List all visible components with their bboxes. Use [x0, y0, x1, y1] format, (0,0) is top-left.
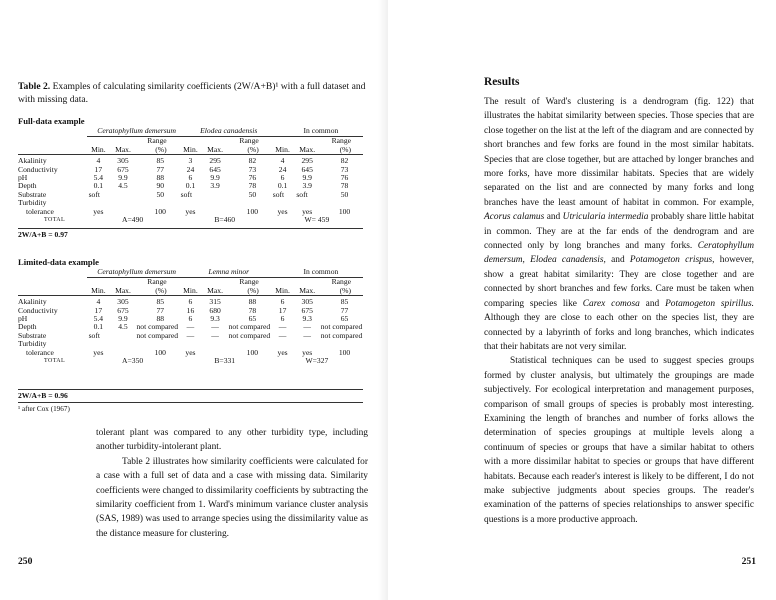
table-cell: 77 — [340, 305, 349, 315]
table-cell: 6 — [188, 297, 193, 307]
table-cell: 6 — [280, 297, 285, 307]
full-data-table — [18, 127, 363, 224]
table-cell: 0.1 — [93, 181, 104, 191]
table-cell: 50 — [340, 189, 349, 199]
column-header: Range (%) — [136, 278, 179, 296]
table-cell — [18, 137, 87, 155]
table-cell: 77 — [156, 305, 165, 315]
column-header: Min. — [87, 137, 111, 155]
table-cell: 645 — [209, 164, 221, 174]
full-data-result: 2W/A+B = 0.97 — [18, 230, 68, 239]
row-label: Substrate — [18, 330, 47, 340]
table-cell: 100 — [338, 206, 351, 216]
group-header: In common — [271, 268, 363, 278]
table-cell: — — [186, 322, 195, 332]
table-cell: not compared — [136, 322, 179, 332]
table-cell: 4 — [96, 297, 101, 307]
table-cell: 90 — [156, 181, 165, 191]
table-cell: 73 — [340, 164, 349, 174]
table-cell: 88 — [248, 297, 257, 307]
table-cell — [18, 278, 87, 296]
table-cell: 675 — [117, 164, 129, 174]
column-header: Range (%) — [228, 137, 271, 155]
table-cell: soft — [296, 189, 308, 199]
paragraph: Statistical techniques can be used to suggest species groups formed by cluster analysis, but ultimately the groupings are made subjectively. For ecological interpretation and management purposes, comparison of small groups of species is probably most interesting. Examining the length of branches and number of forks allows the determination of species groupings at multiple levels along a continuum of species or groups that have a similar habitat to others with a more dissimilar habitat to species or groups that have different habitats. Because each reader's interest is likely to be different, I do not make subjective judgments about species groups. The reader's examination of the patterns of species relationships to answer specific questions is a more productive approach. — [484, 356, 754, 525]
table-cell: 305 — [301, 297, 313, 307]
table-row — [18, 191, 363, 199]
table-cell: 16 — [186, 305, 195, 315]
table-cell — [110, 332, 136, 340]
total-value: A=490 — [122, 215, 144, 225]
table-cell: 6 — [280, 173, 285, 183]
row-label: Conductivity — [18, 164, 58, 174]
table-cell: 78 — [340, 181, 349, 191]
column-header-row — [18, 137, 363, 155]
column-header: Range (%) — [136, 137, 179, 155]
table-cell: not compared — [228, 322, 271, 332]
table-cell: 9.3 — [302, 314, 312, 324]
table-cell: 24 — [278, 164, 287, 174]
column-header: Min. — [87, 278, 111, 296]
limited-data-result: 2W/A+B = 0.96 — [18, 391, 68, 400]
table-cell: 3 — [188, 156, 193, 166]
row-label: Turbidity — [18, 198, 47, 208]
table-cell — [110, 191, 136, 199]
table-cell: 680 — [209, 305, 221, 315]
table-cell: 5.4 — [93, 173, 104, 183]
total-row — [18, 357, 363, 365]
footnote: ¹ after Cox (1967) — [18, 405, 70, 413]
group-header: In common — [271, 127, 363, 137]
paragraph: Table 2 illustrates how similarity coefficients were calculated for a case with a full set of data and a case with missing data. Similarity coefficients were changed to dissimilarity coefficients by subtracting the similarity coefficient from 1. Ward's minimum variance cluster analysis (SAS, 1989) was used to arrange species using the dissimilarity value as the distance measure for clustering. — [96, 456, 368, 539]
table-cell: soft — [88, 330, 100, 340]
total-value: B=460 — [214, 215, 236, 225]
paragraph: The result of Ward's clustering is a dendrogram (fig. 122) that illustrates the habitat similarity between species. Those species that are close together on the list at the left of the diagram and are connected by short branches and few forks are found in the most similar habitats. Species that are close together, but are attached by longer branches and more forks, have more dissimilar habitats. Species that are widely separated on the list and are connected by many forks and long branches have the least amount of habitat in common. For example, Acorus calamus and Utricularia intermedia probably share little habitat in common. They are at the far ends of the dendrogram and are connected only by long branches and many forks. Ceratophyllum demersum, Elodea canadensis, and Potamogeton crispus, however, show a great habitat similarity: They are close together and are connected by short branches and few forks. Care must be taken when comparing species like Carex comosa and Potamogeton spirillus. Although they are close to each other on the species list, they are connected by a labyrinth of forks and long branches, which indicates that their habitats are not very similar. — [484, 97, 754, 352]
table-cell: 4.5 — [118, 322, 128, 332]
group-header: Lemna minor — [179, 268, 271, 278]
table-cell: 65 — [340, 314, 349, 324]
table-cell: 17 — [278, 305, 287, 315]
total-value: W=327 — [305, 356, 329, 366]
table-cell: 295 — [209, 156, 221, 166]
table-cell: — — [186, 330, 195, 340]
table-cell: 50 — [248, 189, 257, 199]
table-cell: 6 — [188, 173, 193, 183]
row-label: Depth — [18, 181, 37, 191]
table-cell: yes — [277, 206, 288, 216]
row-label: pH — [18, 314, 28, 324]
limited-data-table — [18, 268, 363, 365]
total-label: TOTAL — [44, 358, 66, 365]
table-cell: 85 — [340, 297, 349, 307]
group-header-row — [18, 268, 363, 278]
table-cell: yes — [302, 206, 313, 216]
table-cell: — — [278, 322, 287, 332]
column-header: Max. — [202, 278, 228, 296]
row-label: Depth — [18, 322, 37, 332]
full-data-heading: Full-data example — [18, 116, 85, 126]
table-cell: 24 — [186, 164, 195, 174]
table-cell: soft — [180, 189, 193, 199]
table-cell: 82 — [248, 156, 257, 166]
table-cell — [18, 127, 87, 137]
table-cell: yes — [277, 347, 288, 357]
table-cell: 100 — [246, 206, 259, 216]
column-header: Range (%) — [228, 278, 271, 296]
table-cell: 76 — [340, 173, 349, 183]
column-header: Max. — [294, 137, 320, 155]
row-label: tolerance — [26, 206, 54, 216]
table-cell: soft — [272, 189, 285, 199]
table-cell: 9.9 — [118, 314, 128, 324]
table-cell: 85 — [156, 156, 165, 166]
page-gutter-shadow — [378, 0, 388, 600]
table-cell: 65 — [248, 314, 257, 324]
total-row — [18, 216, 363, 224]
table-cell: 88 — [156, 314, 165, 324]
table-cell: 76 — [248, 173, 257, 183]
table-cell: 100 — [338, 347, 351, 357]
column-header: Min. — [179, 137, 203, 155]
table-cell — [202, 191, 228, 199]
table-cell: 85 — [156, 297, 165, 307]
table-cell: yes — [185, 347, 196, 357]
table-cell: 6 — [280, 314, 285, 324]
column-header: Max. — [294, 278, 320, 296]
caption-label: Table 2. — [18, 81, 51, 92]
table-cell: 77 — [156, 164, 165, 174]
table-cell: 17 — [94, 164, 103, 174]
group-header: Ceratophyllum demersum — [87, 268, 179, 278]
total-value: A=350 — [122, 356, 144, 366]
row-label: Turbidity — [18, 339, 47, 349]
table-cell: yes — [185, 206, 196, 216]
column-header: Max. — [202, 137, 228, 155]
table-cell: not compared — [320, 330, 363, 340]
column-header: Max. — [110, 278, 136, 296]
row-label: Substrate — [18, 189, 47, 199]
group-header-row — [18, 127, 363, 137]
table-cell: not compared — [320, 322, 363, 332]
table-cell: — — [278, 330, 287, 340]
limited-data-heading: Limited-data example — [18, 257, 99, 267]
table-rule — [18, 389, 363, 390]
table-cell: soft — [88, 189, 100, 199]
table-cell: 9.9 — [210, 173, 220, 183]
column-header: Min. — [271, 137, 295, 155]
column-header: Max. — [110, 137, 136, 155]
column-header: Min. — [271, 278, 295, 296]
caption-text: Examples of calculating similarity coefficients (2W/A+B)¹ with a full dataset and with missing data. — [18, 81, 366, 105]
table-cell: 305 — [117, 297, 129, 307]
table-row — [18, 296, 363, 307]
table-cell: 88 — [156, 173, 165, 183]
table-cell: 100 — [154, 347, 166, 357]
table-cell: — — [211, 322, 219, 332]
table-cell: 73 — [248, 164, 257, 174]
table-cell: 9.3 — [210, 314, 220, 324]
page-number: 251 — [741, 556, 756, 567]
group-header: Elodea canadensis — [179, 127, 271, 137]
group-header: Ceratophyllum demersum — [87, 127, 179, 137]
table-row — [18, 155, 363, 166]
table-cell: 50 — [156, 189, 165, 199]
table-cell: 5.4 — [93, 314, 104, 324]
right-body-text — [484, 95, 754, 527]
table-cell: 6 — [188, 314, 193, 324]
row-label: pH — [18, 173, 28, 183]
table-cell: 78 — [248, 305, 257, 315]
table-cell: not compared — [136, 330, 179, 340]
row-label: Akalinity — [18, 156, 47, 166]
results-heading: Results — [484, 76, 520, 88]
table-cell: 305 — [117, 156, 129, 166]
total-label: TOTAL — [44, 217, 66, 224]
table-cell: 3.9 — [302, 181, 312, 191]
table-cell: 3.9 — [210, 181, 220, 191]
column-header: Range (%) — [320, 278, 363, 296]
table-cell — [18, 268, 87, 278]
total-value: W= 459 — [304, 215, 330, 225]
table-cell: 675 — [301, 305, 313, 315]
table-cell: yes — [302, 347, 313, 357]
table-cell: 100 — [246, 347, 259, 357]
table-cell: 82 — [340, 156, 349, 166]
table-cell: 17 — [94, 305, 103, 315]
table-cell: — — [303, 322, 311, 332]
table-cell: 4.5 — [118, 181, 128, 191]
table-caption — [18, 80, 368, 106]
table-cell: — — [303, 330, 311, 340]
table-cell: 9.9 — [302, 173, 312, 183]
column-header-row — [18, 278, 363, 296]
table-cell: 78 — [248, 181, 257, 191]
table-rule — [18, 228, 363, 229]
column-header: Min. — [179, 278, 203, 296]
table-cell: 315 — [209, 297, 221, 307]
row-label: tolerance — [26, 347, 54, 357]
paragraph: tolerant plant was compared to any other turbidity type, including another turbidity-intolerant plant. — [96, 428, 368, 453]
table-cell: 295 — [301, 156, 313, 166]
table-cell: not compared — [228, 330, 271, 340]
table-cell: 0.1 — [277, 181, 288, 191]
column-header: Range (%) — [320, 137, 363, 155]
total-value: B=331 — [214, 356, 236, 366]
table-cell: 4 — [280, 156, 285, 166]
page-number: 250 — [18, 556, 33, 567]
table-cell: 675 — [117, 305, 129, 315]
table-cell: 645 — [301, 164, 313, 174]
table-rule — [18, 402, 363, 403]
table-cell: 4 — [96, 156, 101, 166]
table-cell: 100 — [154, 206, 166, 216]
table-cell: — — [211, 330, 219, 340]
table-cell: yes — [93, 347, 104, 357]
row-label: Akalinity — [18, 297, 47, 307]
table-cell: 0.1 — [93, 322, 104, 332]
right-page — [388, 0, 776, 600]
left-body-text — [96, 426, 368, 541]
table-cell: 9.9 — [118, 173, 128, 183]
table-cell: 0.1 — [185, 181, 196, 191]
table-row — [18, 332, 363, 340]
table-cell: yes — [93, 206, 104, 216]
row-label: Conductivity — [18, 305, 58, 315]
